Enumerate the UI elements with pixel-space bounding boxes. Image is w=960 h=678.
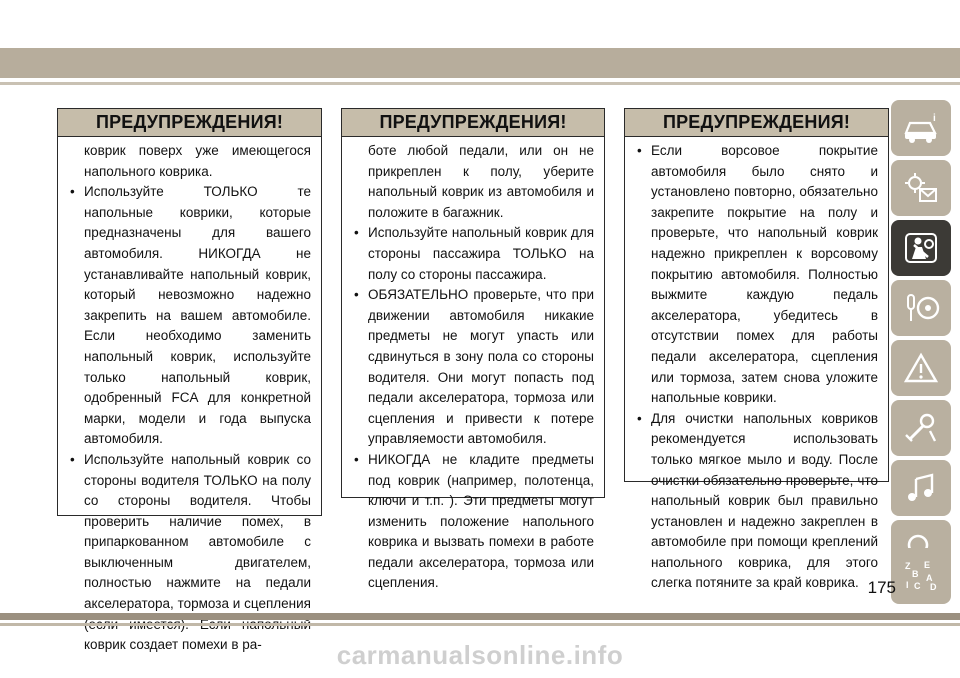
- sidebar-tab-languages[interactable]: [891, 548, 951, 604]
- warning-title: ПРЕДУПРЕЖДЕНИЯ!: [625, 109, 888, 137]
- svg-text:B: B: [912, 569, 919, 579]
- sidebar-tab-dashboard[interactable]: [891, 160, 951, 216]
- svg-text:I: I: [906, 580, 909, 590]
- tools-service-icon: [902, 411, 940, 445]
- warning-bullet: • Используйте напольный коврик со стороны водителя ТОЛЬКО на полу со стороны водителя. Чтобы проверить наличие помех, в припаркованном автомобиле с выключенным двигателем, полностью нажмите на педали акселератора, тормоза и сцепления коврик создает помехи в ра-: [66, 450, 311, 656]
- footer-band: [0, 613, 960, 620]
- warning-box-1: [57, 108, 322, 653]
- warning-body: [58, 137, 321, 662]
- warning-triangle-icon: [902, 351, 940, 385]
- footer-rule: [0, 623, 960, 626]
- warning-bullet: • ОБЯЗАТЕЛЬНО проверьте, что при движении автомобиля никакие предметы не могут упасть или сдвинуться в зону пола со стороны водителя. Они могут попасть под педали акселератора, тормоза или сцепления и привести к потере управляемости автомобиля.: [350, 285, 594, 450]
- sidebar-tab-service[interactable]: [891, 400, 951, 456]
- warning-paragraph: коврик поверх уже имеющегося напольного коврика.: [84, 143, 311, 179]
- sidebar-tab-multimedia[interactable]: [891, 460, 951, 516]
- warning-title: ПРЕДУПРЕЖДЕНИЯ!: [58, 109, 321, 137]
- warning-bullet: • Используйте ТОЛЬКО те напольные коврики, которые предназначены для вашего автомобиля. НИКОГДА не устанавливайте напольный коврик, который невозможно надежно закрепить на вашем автомобиле. Если необходимо заменить напольный коврик, используйте только напольный коврик, одобренный FCA для конкретной марки, модели и года выпуска автомобиля.: [66, 182, 311, 450]
- svg-text:C: C: [914, 581, 921, 591]
- sidebar-tab-emergency[interactable]: [891, 340, 951, 396]
- svg-text:Z: Z: [905, 561, 911, 571]
- page-number: 175: [867, 578, 896, 597]
- watermark: carmanualsonline.info: [336, 640, 624, 670]
- warning-body: [625, 137, 888, 600]
- warning-bullet: • НИКОГДА не кладите предметы под коврик (например, полотенца, ключи и т.п. ). Эти предметы могут изменить положение напольного коврика и вызвать помехи в работе педали акселератора, тормоза или сцепления.: [350, 450, 594, 594]
- header-band: [0, 48, 960, 78]
- warning-box-2: [341, 108, 605, 591]
- svg-text:E: E: [924, 560, 931, 570]
- dashboard-lights-icon: [902, 171, 940, 205]
- sidebar-tab-safety[interactable]: [891, 220, 951, 276]
- header-rule: [0, 82, 960, 85]
- multimedia-note-icon: [902, 471, 940, 505]
- sidebar-tab-car-info[interactable]: [891, 100, 951, 156]
- warning-paragraph: боте любой педали, или он не прикреплен к полу, уберите напольный коврик из автомобиля и положите в багажник.: [368, 143, 594, 220]
- warning-bullet: • Если ворсовое покрытие автомобиля было снято и установлено повторно, обязательно закрепите покрытие на полу и проверьте, что напольный коврик надежно прикреплен к ворсовому покрытию автомобиля. Полностью выжмите каждую педаль акселератора, убедитесь в отсутствии помех для работы педали акселератора, сцепления или тормоза, затем снова уложите напольные коврики.: [633, 141, 878, 409]
- svg-text:i: i: [933, 113, 936, 124]
- warning-bullet: • Используйте напольный коврик для стороны пассажира ТОЛЬКО на полу со стороны пассажира.: [350, 223, 594, 285]
- seatbelt-airbag-icon: [902, 231, 940, 265]
- warning-title: ПРЕДУПРЕЖДЕНИЯ!: [342, 109, 604, 137]
- languages-letters-icon: [902, 559, 940, 593]
- svg-text:D: D: [930, 582, 937, 592]
- warning-bullet: • Для очистки напольных ковриков рекомендуется использовать только мягкое мыло и воду. После очистки обязательно проверьте, что напольный коврик был правильно установлен и надежно закреплен в автомобиле при помощи креплений напольного коврика, для этого слегка потяните за край коврика.: [633, 409, 878, 594]
- sidebar-tab-driving[interactable]: [891, 280, 951, 336]
- svg-text:A: A: [926, 573, 933, 583]
- starting-driving-icon: [902, 291, 940, 325]
- car-info-icon: [902, 111, 940, 145]
- warning-body: [342, 137, 604, 600]
